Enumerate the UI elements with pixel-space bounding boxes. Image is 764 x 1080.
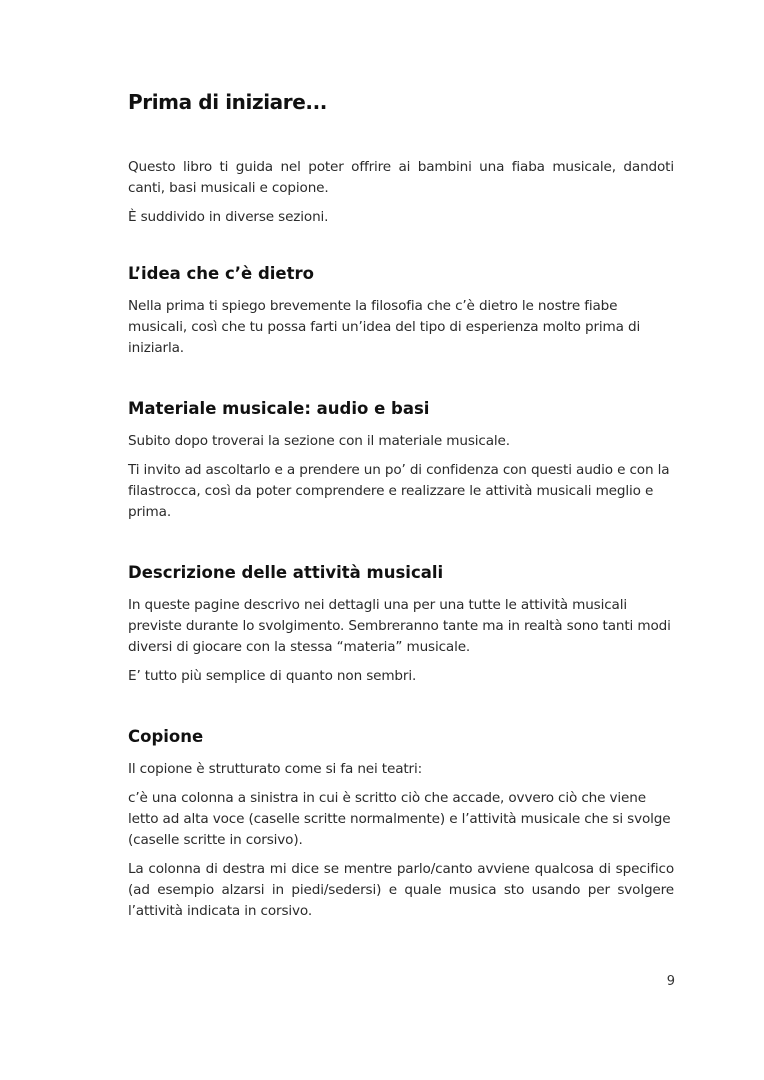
section-copione [128,726,674,930]
section-materiale-paragraph-1: Subito dopo troverai la sezione con il materiale musicale. [128,433,510,449]
intro-paragraph-2: È suddivido in diverse sezioni. [128,209,329,225]
section-idea-paragraph-1: Nella prima ti spiego brevemente la filosofia che c’è dietro le nostre fiabe musicali, così che tu possa farti un’idea del tipo di esperienza molto prima di iniziarla. [128,298,641,356]
section-heading-attivita: Descrizione delle attività musicali [128,563,444,582]
section-copione-paragraph-2: c’è una colonna a sinistra in cui è scritto ciò che accade, ovvero ciò che viene letto ad alta voce (caselle scritte normalmente) e l’attività musicale che si svolge (caselle scritte in corsivo). [128,790,671,848]
section-materiale-paragraph-2: Ti invito ad ascoltarlo e a prendere un po’ di confidenza con questi audio e con la filastrocca, così da poter comprendere e realizzare le attività musicali meglio e prima. [128,462,670,520]
section-heading-idea: L’idea che c’è dietro [128,264,314,283]
intro-block [128,157,674,236]
page-title: Prima di iniziare... [128,90,327,114]
section-heading-copione: Copione [128,727,204,746]
section-attivita [128,562,674,695]
section-attivita-paragraph-1: In queste pagine descrivo nei dettagli una per una tutte le attività musicali previste durante lo svolgimento. Sembreranno tante ma in realtà sono tanti modi diversi di giocare con la stessa “materia” musicale. [128,597,671,655]
section-idea [128,263,674,367]
intro-paragraph-1: Questo libro ti guida nel poter offrire ai bambini una fiaba musicale, dandoti canti, basi musicali e copione. [128,159,674,196]
section-attivita-paragraph-2: E’ tutto più semplice di quanto non sembri. [128,668,417,684]
section-copione-paragraph-1: Il copione è strutturato come si fa nei teatri: [128,761,423,777]
page-number: 9 [666,974,675,989]
section-heading-materiale: Materiale musicale: audio e basi [128,399,430,418]
section-copione-paragraph-3: La colonna di destra mi dice se mentre parlo/canto avviene qualcosa di specifico (ad esempio alzarsi in piedi/sedersi) e quale musica sto usando per svolgere l’attività indicata in corsivo. [128,861,674,919]
section-materiale [128,398,674,531]
